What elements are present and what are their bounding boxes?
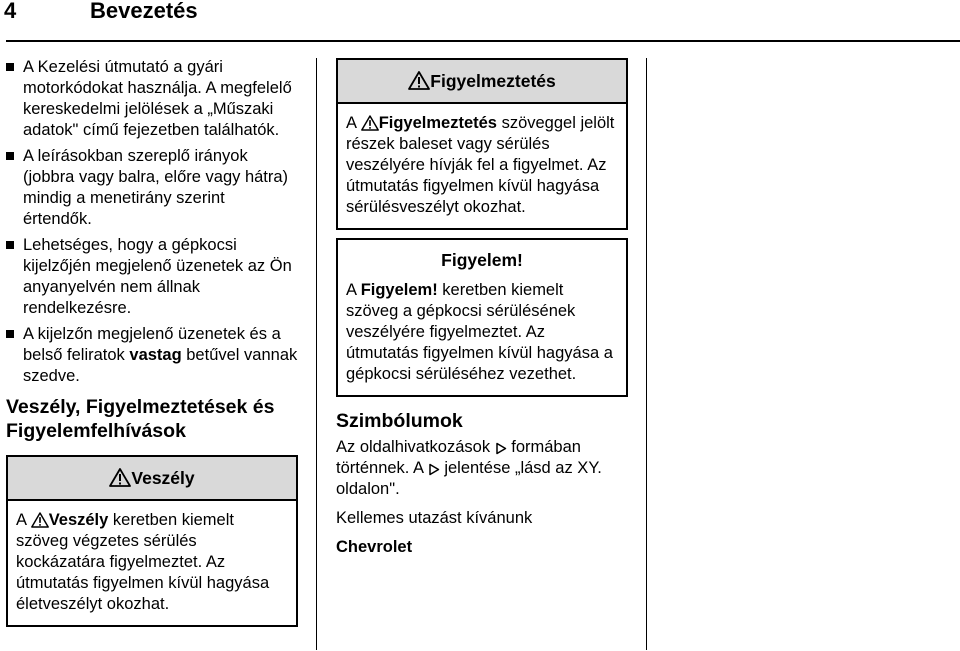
bullet-square-icon xyxy=(6,63,14,71)
bullet-square-icon xyxy=(6,152,14,160)
bullet-text: A kijelzőn megjelenő üzenetek és a belső feliratok xyxy=(23,325,281,364)
body-text: formában történnek. A xyxy=(336,438,581,477)
bullet-square-icon xyxy=(6,330,14,338)
body-text: A xyxy=(16,511,31,529)
danger-box xyxy=(6,455,298,627)
body-text: jelentése „lásd az XY. oldalon". xyxy=(336,459,602,498)
column-right xyxy=(336,57,628,558)
body-text: keretben kiemelt szöveg a gépkocsi sérülésének veszélyére figyelmeztet. Az útmutatás figyelmen kívül hagyása a gépkocsi sérüléséhez vezethet. xyxy=(346,281,613,383)
chapter-title: Bevezetés xyxy=(90,0,198,23)
symbols-title: Szimbólumok xyxy=(336,410,463,432)
list-item xyxy=(6,146,298,230)
body-text: keretben kiemelt szöveg végzetes sérülés kockázatára figyelmeztet. Az útmutatás figyelmen kívül hagyása életveszélyt okozhat. xyxy=(16,511,270,613)
body-text: A xyxy=(346,114,361,132)
closing-text: Kellemes utazást kívánunk xyxy=(336,509,533,527)
bullet-text: Lehetséges, hogy a gépkocsi kijelzőjén megjelenő üzenetek az Ön anyanyelvén nem állnak rendelkezésre. xyxy=(23,236,292,317)
caution-box xyxy=(336,238,628,397)
warning-box xyxy=(336,58,628,230)
body-text: szöveggel jelölt részek baleset vagy sérülés veszélyére hívják fel a figyelmet. Az útmutatás figyelmen kívül hagyása sérülésveszélyt okozhat. xyxy=(346,114,615,216)
body-text: A xyxy=(346,281,361,299)
column-left xyxy=(6,57,298,627)
section-title: Veszély, Figyelmeztetések és Figyelemfelhívások xyxy=(6,396,275,442)
warning-box-body xyxy=(338,104,626,228)
list-item xyxy=(6,324,298,387)
symbols-paragraph xyxy=(336,437,628,500)
bold-word: Figyelem! xyxy=(360,281,438,299)
page-number: 4 xyxy=(4,0,17,23)
warning-triangle-icon xyxy=(361,115,379,131)
warning-triangle-icon xyxy=(31,512,49,528)
page-header xyxy=(0,0,960,40)
column-divider-right xyxy=(646,58,647,650)
bold-word: vastag xyxy=(129,346,182,364)
bullet-text: A Kezelési útmutató a gyári motorkódokat használja. A megfelelő kereskedelmi jelölések a „Műszaki adatok" című fejezetben találhatók. xyxy=(23,58,292,139)
warning-box-heading xyxy=(338,60,626,104)
page-reference-arrow-icon xyxy=(495,442,507,455)
list-item xyxy=(6,235,298,319)
bullet-square-icon xyxy=(6,241,14,249)
signature: Chevrolet xyxy=(336,538,413,556)
column-divider-left xyxy=(316,58,317,650)
warning-heading-text: Figyelmeztetés xyxy=(430,71,556,91)
danger-heading-text: Veszély xyxy=(131,468,195,488)
page-reference-arrow-icon xyxy=(428,463,440,476)
bullet-text: A leírásokban szereplő irányok (jobbra vagy balra, előre vagy hátra) mindig a menetirány szerint értendők. xyxy=(23,147,289,228)
danger-box-heading xyxy=(8,457,296,501)
body-text: Az oldalhivatkozások xyxy=(336,438,495,456)
warning-triangle-icon xyxy=(408,71,430,90)
warning-triangle-icon xyxy=(109,468,131,487)
bold-word: Veszély xyxy=(48,511,109,529)
caution-box-heading: Figyelem! xyxy=(338,240,626,276)
bold-word: Figyelmeztetés xyxy=(378,114,497,132)
danger-box-body xyxy=(8,501,296,625)
list-item xyxy=(6,57,298,141)
header-rule xyxy=(6,40,960,42)
bullet-text: betűvel vannak szedve. xyxy=(23,346,298,385)
caution-box-body xyxy=(338,276,626,395)
